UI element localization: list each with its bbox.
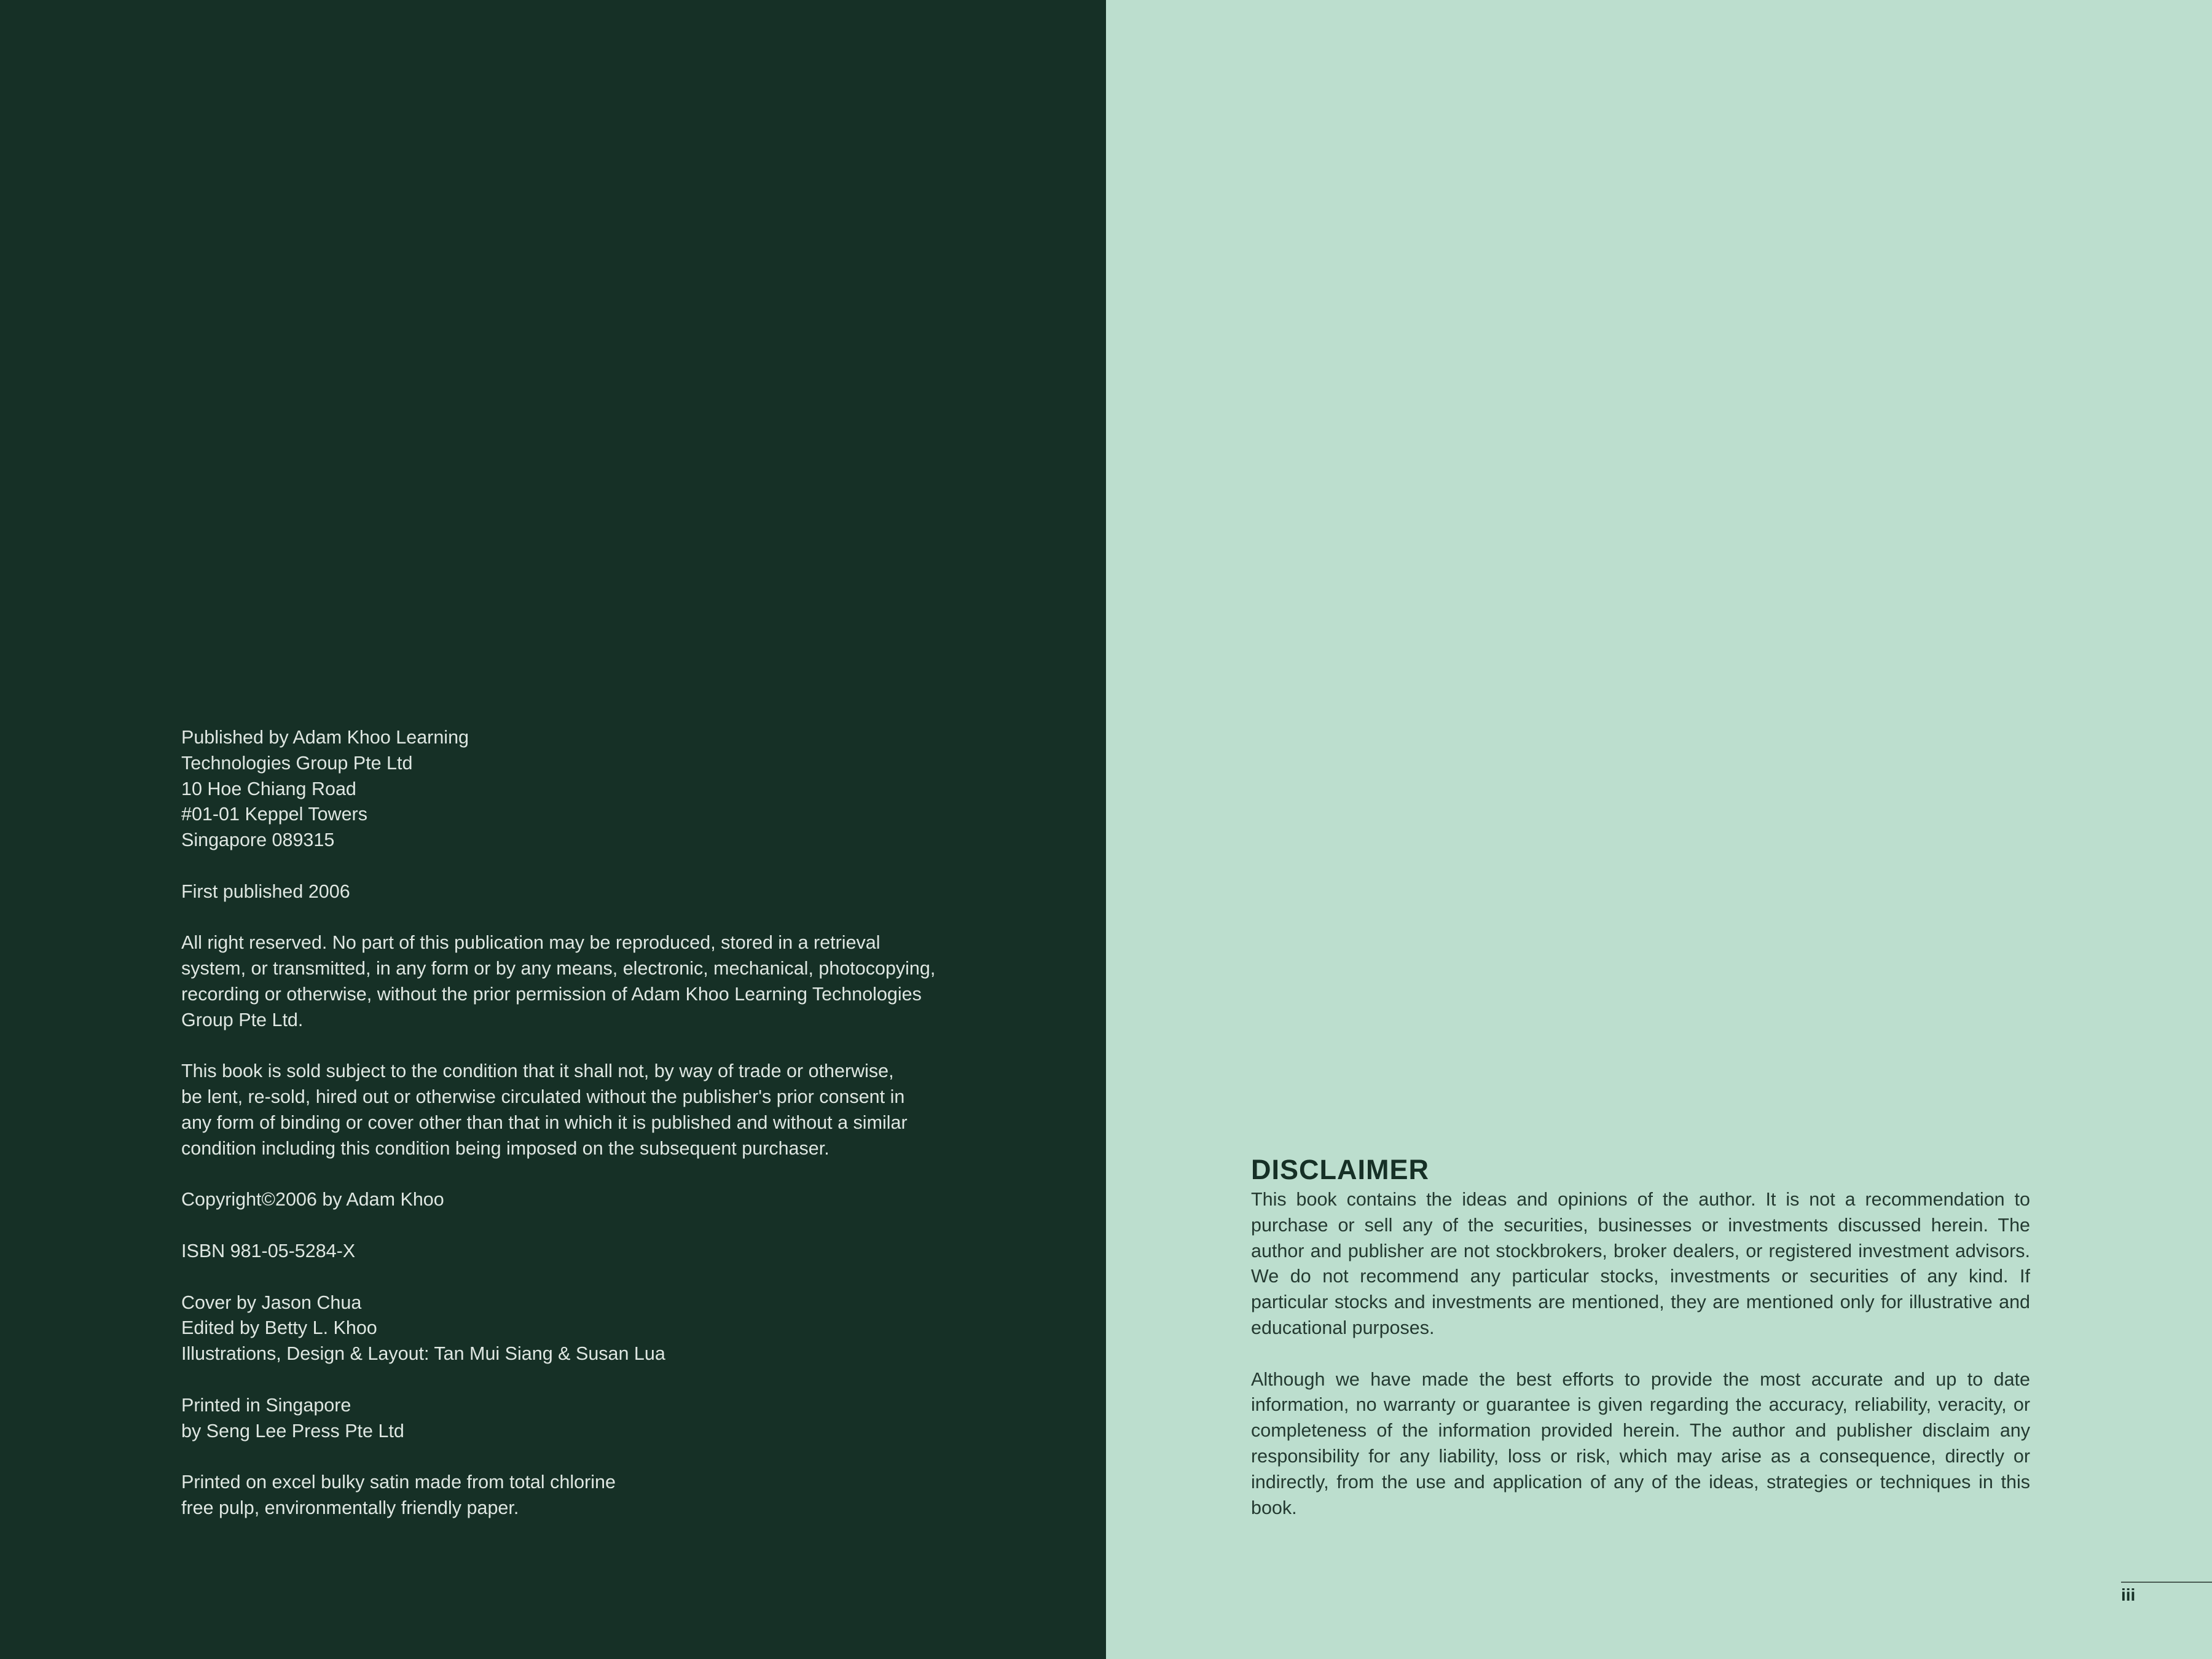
sale-condition: [181, 1059, 992, 1161]
disclaimer-paragraph: This book contains the ideas and opinions of the author. It is not a recommendation to purchase or sell any of the securities, businesses or investments discussed herein. The author and publisher are not stockbrokers, broker dealers, or registered investment advisors. We do not recommend any particular stocks, investments or securities of any kind. If particular stocks and investments are mentioned, they are mentioned only for illustrative and educational purposes.: [1251, 1189, 2030, 1338]
rights-line: recording or otherwise, without the prior permission of Adam Khoo Learning Technologies: [181, 983, 922, 1005]
sale-condition-line: be lent, re-sold, hired out or otherwise circulated without the publisher's prior consent in: [181, 1086, 905, 1108]
first-published-line: First published 2006: [181, 880, 350, 902]
credit-line: Illustrations, Design & Layout: Tan Mui Siang & Susan Lua: [181, 1343, 665, 1365]
rights-line: All right reserved. No part of this publication may be reproduced, stored in a retrieval: [181, 932, 880, 954]
sale-condition-line: This book is sold subject to the condition that it shall not, by way of trade or otherwise,: [181, 1061, 894, 1082]
copyright-line: Copyright©2006 by Adam Khoo: [181, 1189, 444, 1210]
disclaimer-paragraph: Although we have made the best efforts to provide the most accurate and up to date information, no warranty or guarantee is given regarding the accuracy, reliability, veracity, or completeness of the information provided herein. The author and publisher disclaim any responsibility for any liability, loss or risk, which may arise as a consequence, directly or indirectly, from the use and application of any of the ideas, strategies or techniques in this book.: [1251, 1368, 2030, 1518]
printer-info: [181, 1393, 992, 1445]
rights-line: system, or transmitted, in any form or by any means, electronic, mechanical, photocopying,: [181, 958, 936, 979]
page-number-rule: [2121, 1582, 2212, 1583]
sale-condition-line: any form of binding or cover other than that in which it is published and without a similar: [181, 1112, 908, 1133]
publisher-line: #01-01 Keppel Towers: [181, 804, 367, 825]
paper-note-line: Printed on excel bulky satin made from total chlorine: [181, 1472, 616, 1493]
rights-line: Group Pte Ltd.: [181, 1009, 304, 1030]
first-published: [181, 879, 992, 905]
publisher-line: 10 Hoe Chiang Road: [181, 778, 356, 799]
disclaimer-title: DISCLAIMER: [1251, 1154, 1429, 1185]
printer-line: Printed in Singapore: [181, 1394, 351, 1416]
publisher-line: Published by Adam Khoo Learning: [181, 727, 469, 748]
copyright-notice: [181, 1187, 992, 1213]
page-number: iii: [2121, 1585, 2136, 1604]
credit-line: Cover by Jason Chua: [181, 1292, 362, 1313]
credit-line: Edited by Betty L. Khoo: [181, 1317, 377, 1339]
rights-notice: [181, 930, 992, 1033]
printer-line: by Seng Lee Press Pte Ltd: [181, 1420, 404, 1441]
sale-condition-line: condition including this condition being imposed on the subsequent purchaser.: [181, 1137, 830, 1159]
publisher-line: Singapore 089315: [181, 830, 335, 851]
imprint-block: [181, 725, 992, 1521]
paper-note-line: free pulp, environmentally friendly paper.: [181, 1497, 519, 1518]
disclaimer-section: [1251, 1153, 2030, 1521]
credits: [181, 1290, 992, 1367]
paper-note: [181, 1470, 992, 1521]
isbn: [181, 1239, 992, 1265]
isbn-line: ISBN 981-05-5284-X: [181, 1240, 356, 1261]
publisher-address: [181, 725, 992, 853]
publisher-line: Technologies Group Pte Ltd: [181, 752, 413, 774]
